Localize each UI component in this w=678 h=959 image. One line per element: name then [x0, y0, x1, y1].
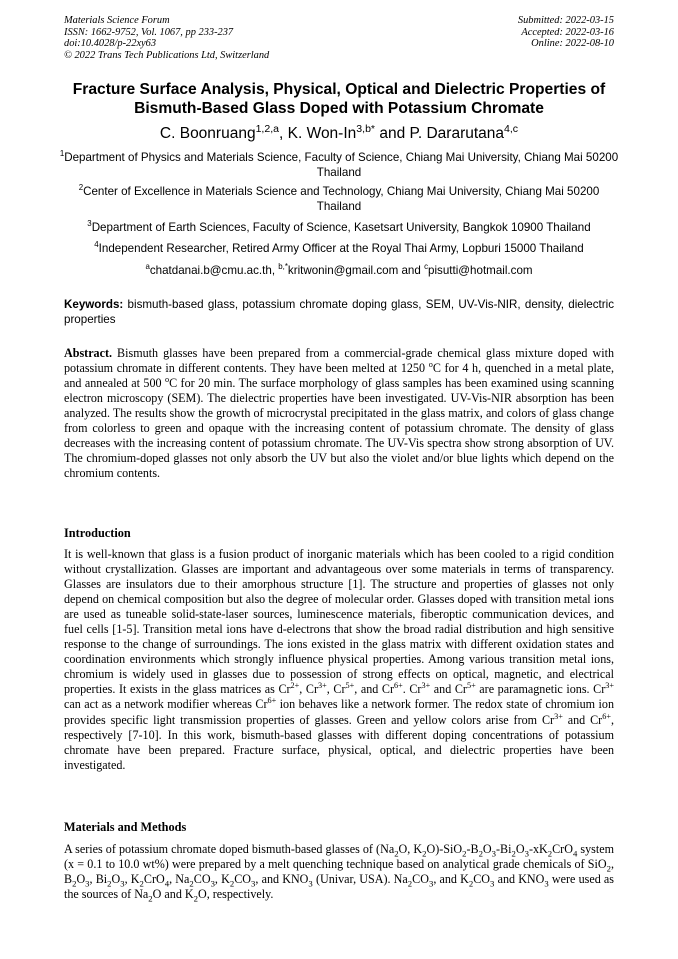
email-link-a[interactable]: chatdanai.b@cmu.ac.th	[149, 264, 272, 277]
journal-doi: doi:10.4028/p-22xy63	[64, 38, 157, 50]
methods-text: , K	[124, 872, 140, 887]
subscript: 3	[524, 848, 529, 859]
subscript: 3	[491, 848, 497, 859]
methods-text: O)-SiO	[426, 842, 463, 856]
author-3: P. Dararutana	[409, 125, 505, 142]
ion-charge: 6+	[267, 696, 277, 706]
email-separator: ,	[271, 264, 279, 277]
subscript: 2	[547, 848, 553, 859]
subscript: 2	[189, 878, 194, 889]
author-separator: and	[375, 125, 410, 142]
introduction	[64, 547, 614, 773]
ion-charge: 6+	[602, 711, 611, 721]
methods-text: , Na	[169, 872, 190, 887]
keywords	[64, 297, 614, 328]
subscript: 2	[422, 848, 427, 859]
subscript: 3	[251, 878, 256, 889]
ion-charge: 3+	[318, 681, 327, 691]
methods-text: CO	[193, 872, 211, 887]
intro-text: are paramagnetic ions. Cr	[475, 682, 606, 697]
methods-text: CrO	[143, 872, 165, 887]
methods-text: O, respectively.	[198, 887, 274, 902]
intro-text: It is well-known that glass is a fusion product of inorganic materials which has been cooled to a rigid condition without crystallization. Glasses are important and advantageous over some materials in terms of transparency. Glasses are insulators due to their amorphous structure [1]. The structure and properties of glasses not only depend on chemical composition but also the degree of molecular order. Glasses doped with transition metal ions are used as tuneable solid-state-laser sources, luminescence materials, fiberoptic communication devices, and fuel cells [1-5]. Transition metal ions have d-electrons that show the broad radial distribution and high sensitive response to the change of surroundings. The ions existed in the glass matrix with different oxidation states and coordination environments which strongly influence physical properties. Among various transition metal ions, chromium is widely used in glasses due to possession of strong effects on optical, magnetic, and electrical properties. It exists in the glass matrices as Cr	[64, 547, 614, 697]
intro-text: , respectively [7-10]. In this work, bismuth-based glasses with different doping concentrations of potassium chromate have been prepared. Fracture surface, physical, optical, and dielectric properties have been investigated.	[64, 712, 614, 772]
abstract-paragraph	[64, 346, 614, 481]
title-line-1: Fracture Surface Analysis, Physical, Optical and Dielectric Properties of	[72, 81, 606, 98]
subscript: 2	[229, 878, 235, 889]
methods-text: , and K	[433, 872, 469, 887]
methods-text: CO	[234, 872, 252, 887]
subscript: 2	[606, 863, 611, 874]
methods-text: O	[111, 872, 121, 887]
abstract-text: C for 20 min. The surface morphology of glass samples has been examined using scanning electron microscopy (SEM). The dielectric properties have been investigated. UV-Vis-NIR absorption has been analyzed. The results show the growth of microcrystal precipitated in the glass matrix, and colors of glass change from colorless to green and opaque with the increasing content of potassium chromate. The density of glass decreases with the increasing content of potassium chromate. The UV-Vis spectra show strong absorption of UV. The chromium-doped glasses not only absorb the UV but also the violet and/or blue lights which depend on the chromium contents.	[64, 376, 614, 481]
methods-text: O	[515, 842, 525, 856]
author-3-affil: 4,c	[504, 122, 519, 135]
methods-text: were used as the sources of Na	[64, 872, 615, 902]
email-link-c[interactable]: pisutti@hotmail.com	[428, 264, 533, 277]
affiliation-mark: 1	[59, 149, 65, 159]
methods	[64, 842, 614, 902]
subscript: 3	[85, 878, 90, 889]
subscript: 3	[210, 878, 215, 889]
email-mark: a	[145, 262, 150, 272]
affiliation-2	[58, 184, 620, 214]
ion-charge: 6+	[394, 681, 403, 691]
subscript: 2	[107, 878, 112, 889]
introduction-paragraph	[64, 547, 614, 773]
methods-text: -Bi	[496, 842, 512, 856]
methods-text: O	[76, 872, 86, 887]
author-1-affil: 1,2,a	[255, 122, 280, 135]
methods-text: , and KNO	[255, 872, 309, 887]
affiliation-3	[58, 220, 620, 235]
subscript: 3	[120, 878, 125, 889]
methods-text: -xK	[528, 842, 548, 856]
journal-name: Materials Science Forum	[64, 15, 170, 26]
affiliation-text: Independent Researcher, Retired Army Officer at the Royal Thai Army, Lopburi 15000 Thailand	[98, 242, 584, 255]
methods-text: -B	[466, 842, 479, 856]
methods-text: A series of potassium chromate doped bismuth-based glasses of (Na	[64, 842, 395, 856]
methods-text: , B	[64, 857, 614, 887]
subscript: 2	[394, 848, 399, 859]
subscript: 4	[164, 878, 170, 889]
keywords-label: Keywords:	[64, 298, 124, 311]
intro-text: and Cr	[562, 712, 603, 727]
author-2-affil: 3,b*	[356, 122, 376, 135]
subscript: 3	[308, 878, 313, 889]
methods-text: (Univar, USA). Na	[312, 872, 408, 887]
ion-charge: 3+	[605, 681, 615, 691]
subscript: 4	[572, 848, 578, 859]
ion-charge: 5+	[466, 681, 476, 691]
affiliation-text: Department of Physics and Materials Science, Faculty of Science, Chiang Mai University, Chiang Mai 50200 Thailand	[64, 151, 619, 179]
author-list	[40, 124, 638, 143]
keywords-text: bismuth-based glass, potassium chromate doping glass, SEM, UV-Vis-NIR, density, dielectric properties	[64, 298, 614, 327]
subscript: 2	[193, 893, 198, 904]
subscript: 2	[148, 893, 153, 904]
methods-heading: Materials and Methods	[64, 820, 187, 834]
email-mark: c	[424, 262, 428, 272]
date-accepted: Accepted: 2022-03-16	[521, 26, 614, 38]
methods-text: and KNO	[494, 872, 545, 887]
affiliation-mark: 3	[87, 219, 92, 229]
subscript: 3	[544, 878, 549, 889]
abstract	[64, 346, 614, 481]
author-separator: ,	[279, 125, 288, 142]
journal-issn: ISSN: 1662-9752, Vol. 1067, pp 233-237	[64, 26, 234, 38]
ion-charge: 3+	[554, 711, 563, 721]
subscript: 2	[478, 848, 483, 859]
subscript: 3	[428, 878, 434, 889]
methods-text: , K	[214, 872, 230, 887]
affiliation-1	[58, 150, 620, 180]
subscript: 2	[407, 878, 413, 889]
methods-text: , Bi	[89, 872, 108, 887]
methods-text: system (x = 0.1 to 10.0 wt%) were prepared by a melt quenching technique based on analytical grade chemicals of SiO	[64, 842, 614, 872]
subscript: 2	[139, 878, 144, 889]
methods-paragraph	[64, 842, 614, 902]
methods-text: CrO	[552, 842, 573, 856]
paper-title	[40, 80, 638, 118]
abstract-label: Abstract.	[64, 346, 113, 360]
affiliation-4	[58, 241, 620, 256]
ion-charge: 3+	[421, 681, 431, 691]
date-online: Online: 2022-08-10	[531, 38, 614, 50]
ion-charge: 2+	[290, 681, 300, 691]
journal-info	[64, 15, 269, 61]
email-separator: and	[398, 264, 425, 277]
subscript: 2	[468, 878, 474, 889]
email-link-b[interactable]: kritwonin@gmail.com	[287, 264, 399, 277]
intro-text: ion behaves like a network former. The redox state of chromium ion provides specific light transmission properties of glasses. Green and yellow colors arise from Cr	[64, 697, 614, 727]
affiliation-mark: 2	[78, 183, 84, 193]
intro-text: and Cr	[430, 682, 467, 697]
ion-charge: 5+	[345, 681, 355, 691]
methods-text: CO	[473, 872, 491, 887]
intro-text: can act as a network modifier whereas Cr	[64, 697, 268, 712]
date-submitted: Submitted: 2022-03-15	[517, 15, 614, 26]
author-1: C. Boonruang	[159, 125, 256, 142]
methods-text: O and K	[152, 887, 194, 902]
intro-text: , Cr	[326, 682, 346, 697]
subscript: 2	[511, 848, 516, 859]
affiliation-mark: 4	[94, 240, 99, 250]
affiliation-text: Department of Earth Sciences, Faculty of Science, Kasetsart University, Bangkok 10900 Thailand	[91, 221, 591, 234]
intro-text: . Cr	[402, 682, 422, 697]
journal-copyright: © 2022 Trans Tech Publications Ltd, Switzerland	[64, 49, 270, 61]
subscript: 2	[462, 848, 467, 859]
abstract-text: C for 4 h, quenched in a metal plate, and annealed at 500	[64, 361, 614, 391]
abstract-text: Bismuth glasses have been prepared from a commercial-grade chemical glass mixture doped with potassium chromate in different contents. They have been melted at 1250	[64, 346, 614, 376]
author-2: K. Won-In	[287, 125, 357, 142]
intro-text: , and Cr	[354, 682, 394, 697]
affiliation-text: Center of Excellence in Materials Science and Technology, Chiang Mai University, Chiang Mai 50200 Thailand	[83, 185, 600, 213]
subscript: 2	[72, 878, 77, 889]
publication-dates	[518, 15, 614, 50]
title-line-2: Bismuth-Based Glass Doped with Potassium Chromate	[134, 100, 544, 117]
methods-text: O	[482, 842, 492, 856]
introduction-heading: Introduction	[64, 526, 131, 540]
subscript: 3	[490, 878, 495, 889]
author-emails	[58, 263, 620, 278]
intro-text: , Cr	[299, 682, 319, 697]
degree-mark: o	[164, 375, 170, 385]
degree-mark: o	[428, 360, 433, 370]
methods-text: O, K	[398, 842, 423, 856]
methods-text: CO	[412, 872, 429, 887]
email-mark: b,*	[278, 262, 288, 272]
